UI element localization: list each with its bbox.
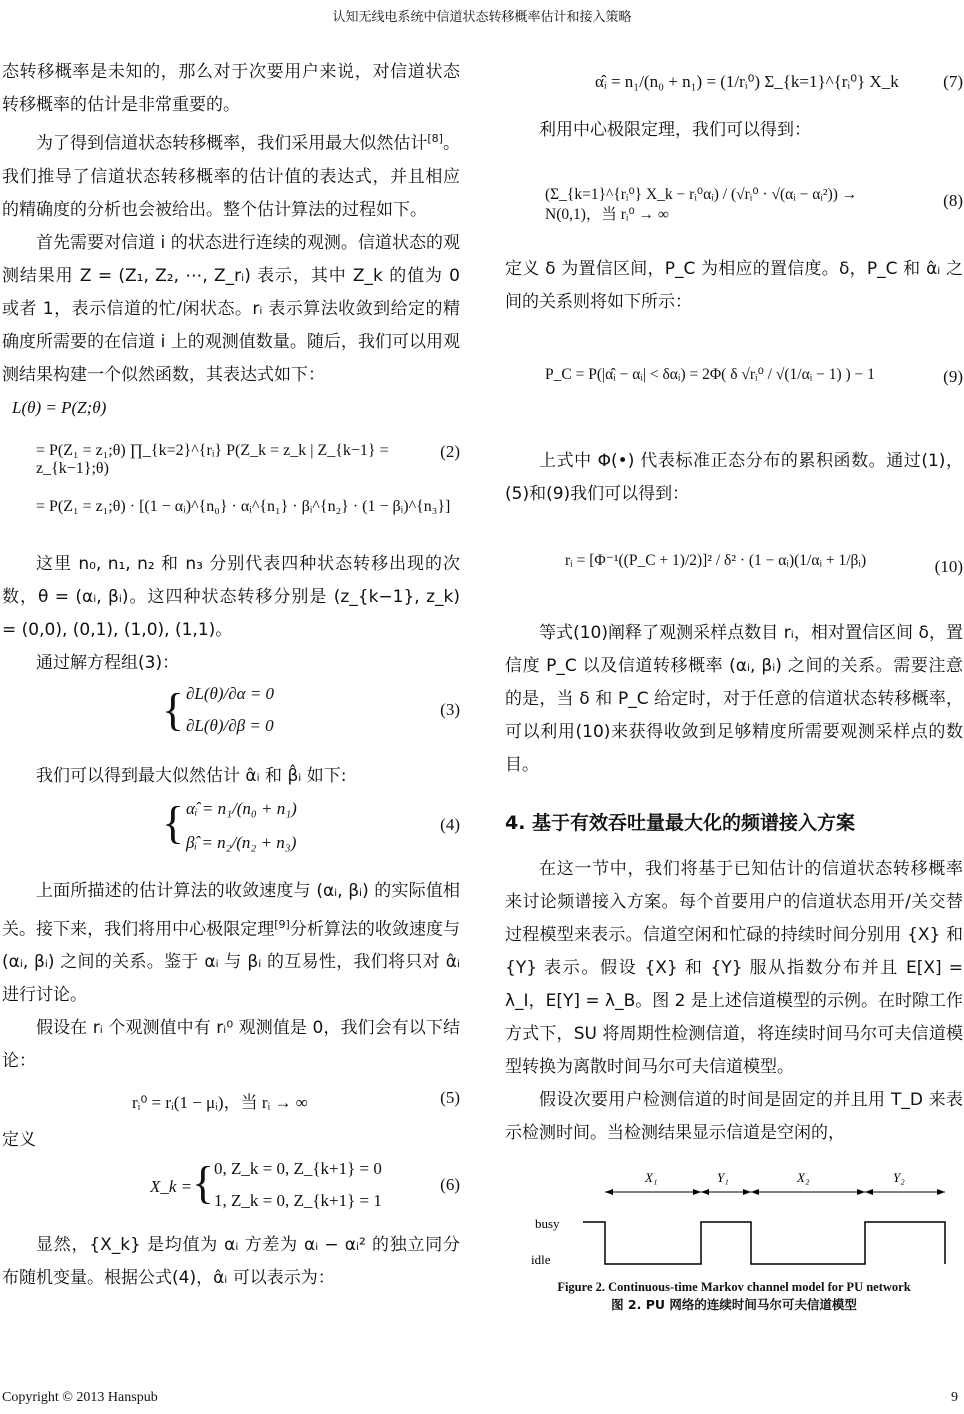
paragraph: 定义: [2, 1130, 36, 1151]
equation-number: (3): [440, 699, 460, 719]
equation-number: (6): [440, 1175, 460, 1195]
equation-number: (2): [440, 441, 460, 461]
paragraph: 通过解方程组(3)：: [36, 652, 180, 673]
equation-9: P_C = P(|α̂ᵢ − αᵢ| < δαᵢ) = 2Φ( δ √rᵢ⁰ / √(1/αᵢ − 1) ) − 1 (9): [545, 366, 963, 386]
label-y2: Y₂: [893, 1170, 905, 1185]
paragraph: 利用中心极限定理，我们可以得到：: [539, 120, 811, 140]
copyright-footer: Copyright © 2013 Hanspub: [2, 1390, 158, 1405]
equation-5: rᵢ⁰ = rᵢ(1 − μᵢ)，当 rᵢ → ∞ (5): [132, 1088, 460, 1113]
idle-label: idle: [531, 1252, 551, 1267]
equation-4: { α̂ᵢ = n₁/(n₀ + n₁) β̂ᵢ = n₂/(n₂ + n₃) (4): [162, 796, 460, 852]
equation-7: α̂ᵢ = n₁/(n₀ + n₁) = (1/rᵢ⁰) Σ_{k=1}^{rᵢ⁰} X_k (7): [595, 72, 963, 91]
page-number: 9: [951, 1390, 958, 1405]
markov-channel-diagram: [505, 1164, 963, 1274]
equation-6: X_k = { 0, Z_k = 0, Z_{k+1} = 0 1, Z_k = 0, Z_{k+1} = 1 (6): [150, 1157, 460, 1211]
paragraph: 在这一节中，我们将基于已知估计的信道状态转移概率来讨论频谱接入方案。每个首要用户的信道状态用开/关交替过程模型来表示。信道空闲和忙碌的持续时间分别用 {X} 和 {Y} 表示。假设 {X} 和 {Y} 服从指数分布并且 E[X] = λ_I，E[Y] = λ_B。图 2 是上述信道模型的示例。在时隙工作方式下，SU 将周期性检测信道，将连续时间马尔可夫信道模型转换为离散时间马尔可夫信道模型。: [505, 859, 963, 1077]
paragraph: 上式中 Φ(•) 代表标准正态分布的累积函数。通过(1)，(5)和(9)我们可以得到：: [505, 451, 963, 504]
left-column: [2, 56, 460, 1295]
paragraph: 为了得到信道状态转移概率，我们采用最大似然估计[8]。我们推导了信道状态转移概率的估计值的表达式，并且相应的精确度的分析也会被给出。整个估计算法的过程如下。: [2, 132, 461, 220]
paragraph: 上面所描述的估计算法的收敛速度与 (αᵢ, βᵢ) 的实际值相关。接下来，我们将用中心极限定理[9]分析算法的收敛速度与 (αᵢ, βᵢ) 之间的关系。鉴于 αᵢ 与 βᵢ 的互易性，我们将只对 α̂ᵢ 进行讨论。: [2, 880, 460, 1006]
label-x2: X₂: [797, 1170, 810, 1185]
citation: [9]: [274, 917, 290, 931]
paragraph: 我们可以得到最大似然估计 α̂ᵢ 和 β̂ᵢ 如下:: [36, 765, 347, 786]
paragraph: 假设次要用户检测信道的时间是固定的并且用 T_D 来表示检测时间。当检测结果显示信道是空闲的，: [505, 1090, 963, 1143]
paragraph: 显然，{X_k} 是均值为 αᵢ 方差为 αᵢ − αᵢ² 的独立同分布随机变量。根据公式(4)，α̂ᵢ 可以表示为：: [2, 1235, 460, 1289]
paragraph: 假设在 rᵢ 个观测值中有 rᵢ⁰ 观测值是 0，我们会有以下结论：: [2, 1018, 460, 1072]
figure-caption-zh: 图 2. PU 网络的连续时间马尔可夫信道模型: [611, 1297, 857, 1312]
paragraph: 这里 n₀, n₁, n₂ 和 n₃ 分别代表四种状态转移出现的次数，θ = (αᵢ, βᵢ)。这四种状态转移分别是 (z_{k−1}, z_k) = (0,0), (0,1), (1,0), (1,1)。: [2, 553, 460, 640]
equation-number: (9): [943, 367, 963, 386]
citation: [8]: [427, 132, 443, 145]
running-header: 认知无线电系统中信道状态转移概率估计和接入策略: [332, 10, 632, 25]
equation-2: L(θ) = P(Z;θ) = P(Z₁ = z₁;θ) ∏_{k=2}^{rᵢ} P(Z_k = z_k | Z_{k−1} = z_{k−1};θ) = P(Z₁ = z₁;θ) · [(1 − αᵢ)^{n₀} · αᵢ^{n₁} · βᵢ^{n₂} · (1 − βᵢ)^{n₃}] (2): [12, 397, 460, 515]
right-column: [505, 56, 963, 1314]
paragraph: 定义 δ 为置信区间，P_C 为相应的置信度。δ，P_C 和 α̂ᵢ 之间的关系则将如下所示：: [505, 259, 963, 312]
busy-label: busy: [535, 1216, 560, 1231]
label-x1: X₁: [645, 1170, 658, 1185]
figure-caption-en: Figure 2. Continuous-time Markov channel model for PU network: [557, 1280, 911, 1294]
label-y1: Y₁: [717, 1170, 729, 1185]
paragraph: 等式(10)阐释了观测采样点数目 rᵢ，相对置信区间 δ，置信度 P_C 以及信道转移概率 (αᵢ, βᵢ) 之间的关系。需要注意的是，当 δ 和 P_C 给定时，对于任意的信道状态转移概率，可以利用(10)来获得收敛到足够精度所需要观测采样点的数目。: [505, 623, 963, 775]
equation-number: (10): [934, 557, 963, 576]
equation-number: (7): [943, 72, 963, 91]
equation-10: rᵢ = [Φ⁻¹((P_C + 1)/2)]² / δ² · (1 − αᵢ)(1/αᵢ + 1/βᵢ) (10): [565, 552, 963, 576]
equation-number: (5): [440, 1088, 460, 1108]
equation-3: { ∂L(θ)/∂α = 0 ∂L(θ)/∂β = 0 (3): [162, 683, 460, 735]
equation-number: (4): [440, 814, 460, 834]
paragraph: 首先需要对信道 i 的状态进行连续的观测。信道状态的观测结果用 Z = (Z₁, Z₂, ⋯, Z_rᵢ) 表示，其中 Z_k 的值为 0 或者 1，表示信道的忙/闲状态。rᵢ 表示算法收敛到给定的精确度所需要的在信道 i 上的观测值数量。随后，我们可以用观测结果构建一个似然函数，其表达式如下：: [2, 232, 460, 385]
paragraph: 态转移概率是未知的，那么对于次要用户来说，对信道状态转移概率的估计是非常重要的。: [2, 62, 460, 115]
figure-2: [505, 1164, 963, 1314]
section-heading: 4. 基于有效吞吐量最大化的频谱接入方案: [505, 812, 856, 834]
equation-8: (Σ_{k=1}^{rᵢ⁰} X_k − rᵢ⁰αᵢ) / (√rᵢ⁰ · √(αᵢ − αᵢ²)) → N(0,1)，当 rᵢ⁰ → ∞ (8): [545, 186, 963, 223]
equation-number: (8): [943, 191, 963, 210]
